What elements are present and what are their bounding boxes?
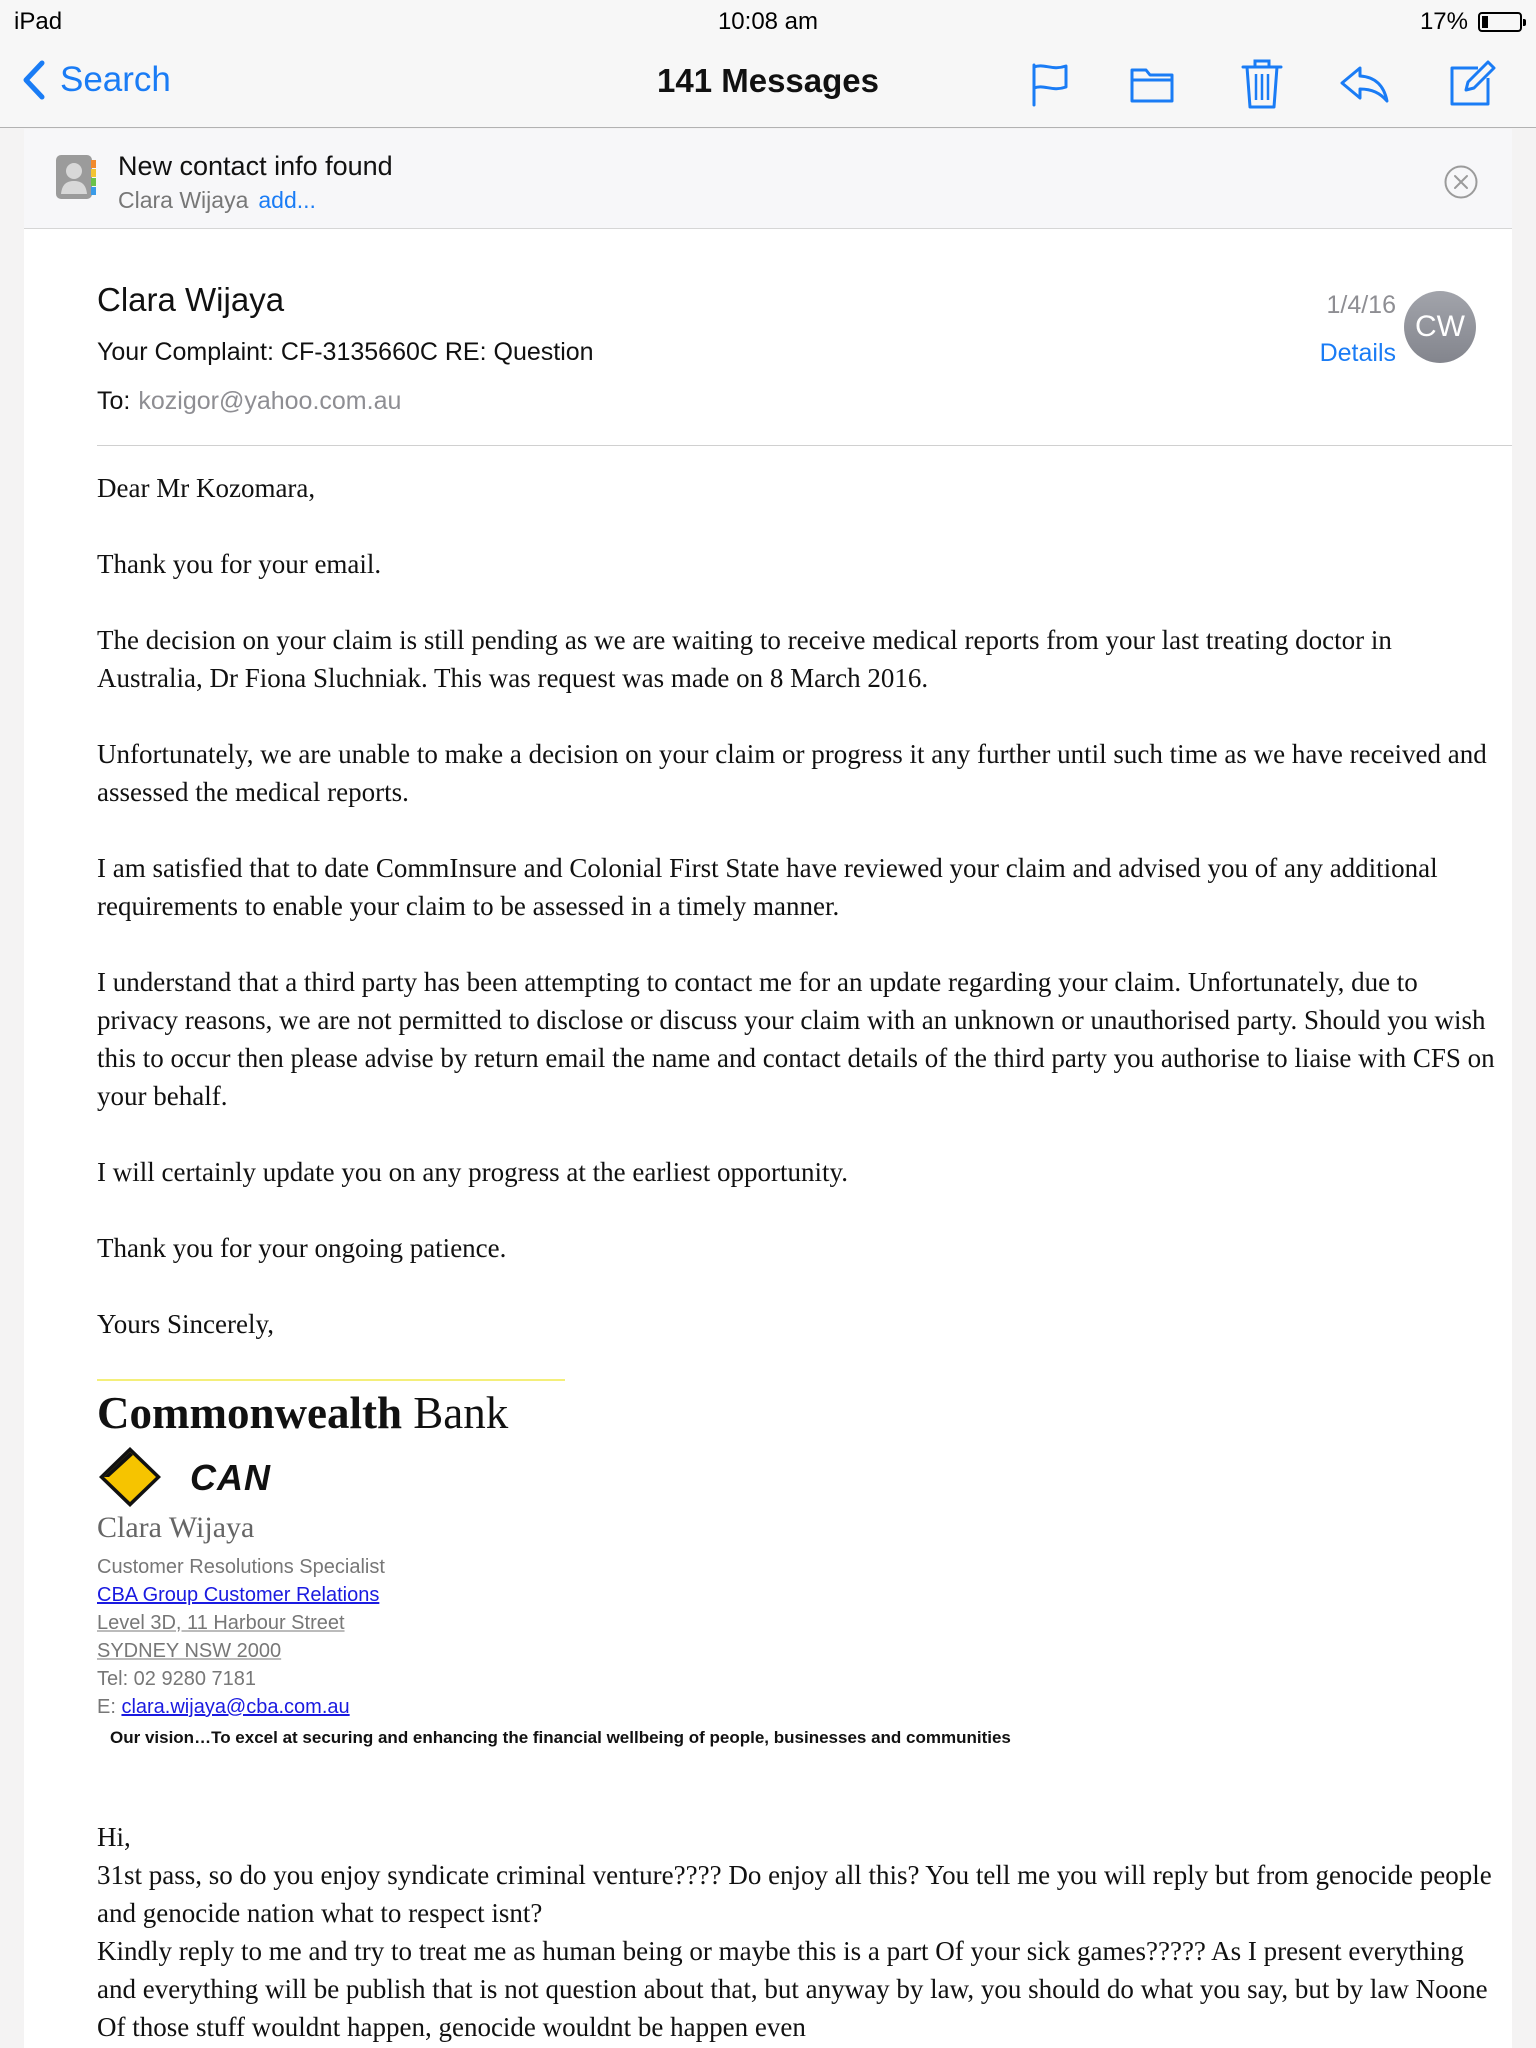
address-line-2[interactable]: SYDNEY NSW 2000 [97,1640,282,1662]
battery-fill [1482,16,1488,28]
address-line-1[interactable]: Level 3D, 11 Harbour Street [97,1612,345,1634]
department-link[interactable]: CBA Group Customer Relations [97,1584,380,1606]
contacts-icon [55,154,97,200]
email-link[interactable]: clara.wijaya@cba.com.au [121,1696,350,1718]
clock: 10:08 am [717,8,819,35]
diamond-logo-icon [97,1445,163,1509]
vision-statement: Our vision…To excel at securing and enhancing the financial wellbeing of people, businesses and communities [110,1728,1011,1747]
body-paragraph: The decision on your claim is still pending as we are waiting to receive medical reports from your last treating doctor in Australia, Dr Fiona Sluchniak. This was request was made on 8 March 2016. [97,625,1392,693]
subject-line: Your Complaint: CF-3135660C RE: Question [97,338,594,366]
bank-logo [97,1445,271,1509]
banner-subtitle [118,187,316,214]
battery-icon [1478,12,1522,32]
contact-banner[interactable] [24,129,1512,229]
folder-icon[interactable] [1124,56,1180,112]
quoted-paragraph: Kindly reply to me and try to treat me as human being or maybe this is a part Of your sick games????? As I present everything and everything will be publish that is not question about that, but anyway by law, you should do what you say, but by law Noone Of those stuff wouldnt happen, genocide wouldnt be happen even [97,1936,1488,2042]
trash-icon[interactable] [1234,56,1290,112]
signature-title: Customer Resolutions Specialist [97,1556,385,1578]
battery-percent: 17% [1419,8,1468,35]
quoted-paragraph: 31st pass, so do you enjoy syndicate criminal venture???? Do enjoy all this? You tell me you will reply but from genocide people and genocide nation what to respect isnt? [97,1860,1492,1928]
email-label: E: [97,1696,122,1718]
sender-name[interactable]: Clara Wijaya [97,281,285,318]
message-view [24,129,1512,2048]
banner-contact-name: Clara Wijaya [118,187,249,213]
banner-title: New contact info found [118,151,393,181]
recipient-line [97,387,401,416]
body-paragraph: Thank you for your email. [97,549,382,579]
logo-text: CAN [190,1457,271,1498]
signature-details [97,1553,385,1721]
avatar[interactable]: CW [1404,291,1476,363]
quoted-greeting: Hi, [97,1822,131,1852]
body-paragraph: Unfortunately, we are unable to make a decision on your claim or progress it any further until such time as we have received and assessed the medical reports. [97,739,1487,807]
compose-icon[interactable] [1444,56,1500,112]
bank-name [97,1387,508,1439]
details-link[interactable]: Details [1319,339,1396,367]
email-line [97,1693,385,1721]
recipient-address[interactable]: kozigor@yahoo.com.au [138,387,402,415]
bank-name-bold: Commonwealth [97,1388,402,1438]
nav-title: 141 Messages [657,62,879,99]
reply-icon[interactable] [1336,56,1392,112]
greeting: Dear Mr Kozomara, [97,473,316,503]
device-label: iPad [14,8,63,35]
body-paragraph: I am satisfied that to date CommInsure and Colonial First State have reviewed your claim and advised you of any additional requirements to enable your claim to be assessed in a timely manner. [97,853,1438,921]
back-label: Search [60,60,171,99]
message-body [97,469,1497,1381]
status-bar [0,0,1536,40]
body-paragraph: I understand that a third party has been attempting to contact me for an update regarding your claim. Unfortunately, due to privacy reasons, we are not permitted to disclose or discuss your claim with an unknown or unauthorised party. Should you wish this to occur then please advise by return email the name and contact details of the third party you authorise to liaise with CFS on your behalf. [97,967,1495,1111]
flag-icon[interactable] [1022,56,1078,112]
body-paragraph: I will certainly update you on any progress at the earliest opportunity. [97,1157,849,1187]
closing: Yours Sincerely, [97,1309,275,1339]
body-paragraph: Thank you for your ongoing patience. [97,1233,507,1263]
signature-divider [97,1379,565,1381]
battery-indicator [1420,8,1522,36]
signature-name: Clara Wijaya [97,1511,255,1544]
to-label: To: [97,387,131,415]
telephone[interactable]: Tel: 02 9280 7181 [97,1668,257,1690]
nav-bar [0,40,1536,128]
add-contact-link[interactable]: add... [258,187,316,213]
quoted-message [97,1818,1497,2046]
header-divider [97,445,1512,446]
message-date: 1/4/16 [1326,291,1396,319]
close-icon[interactable] [1444,165,1478,199]
bank-name-rest: Bank [401,1388,509,1438]
